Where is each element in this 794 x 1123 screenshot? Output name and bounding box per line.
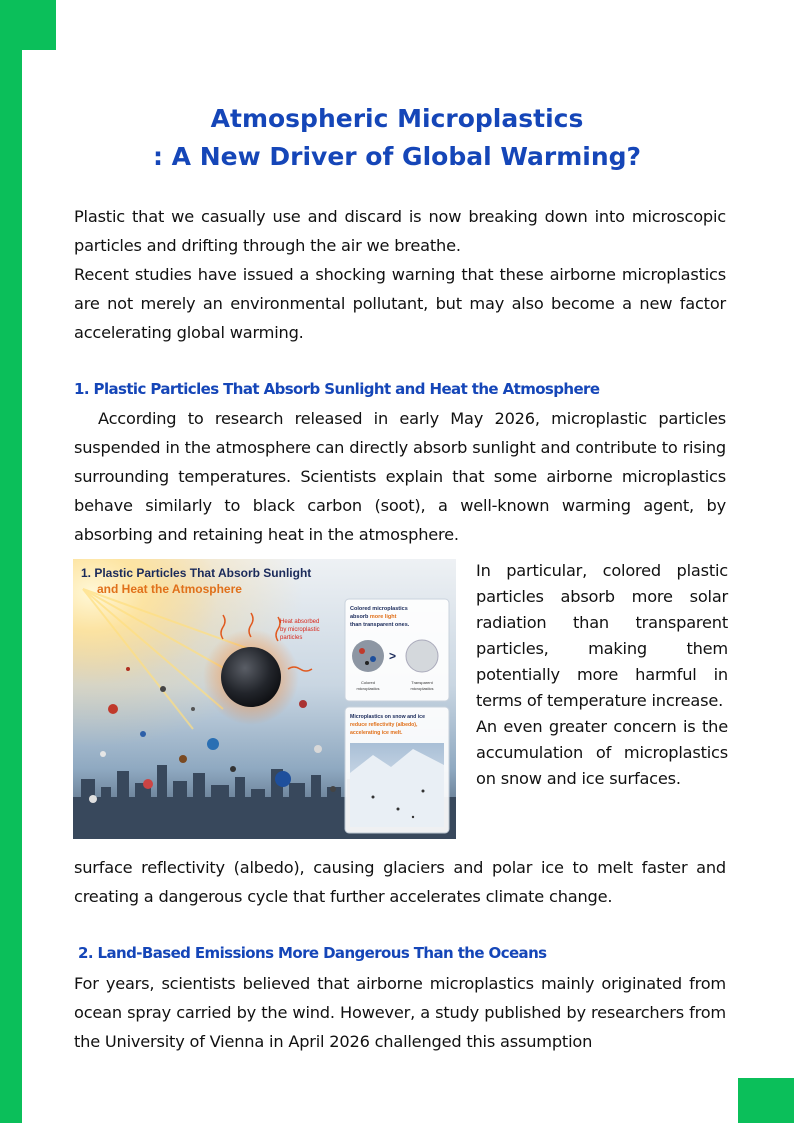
heat-label-1: Heat absorbed [280,619,320,625]
figure-illustration [73,559,456,839]
panel1-title-3: than transparent ones. [350,622,410,628]
section-1-heading: 1. Plastic Particles That Absorb Sunlight and Heat the Atmosphere [74,380,600,398]
side-paragraph-2: An even greater concern is the accumulation of microplastics on snow and ice surfaces. [476,717,728,788]
side-text-column [476,558,728,792]
section-1-paragraph-2: surface reflectivity (albedo), causing glaciers and polar ice to melt faster and creating a dangerous cycle that further accelerates climate change. [74,858,726,906]
panel2-title-2: reduce reflectivity (albedo), [350,722,418,728]
panel1-caption-left-1: Colored [360,680,376,685]
title-line-1: Atmospheric Microplastics [210,104,584,133]
intro-paragraph-1: Plastic that we casually use and discard is now breaking down into microscopic particles and drifting through the air we breathe. [74,207,726,255]
panel1-caption-right-2: microplastics [410,686,434,691]
transparent-particle-sample [406,640,438,672]
intro-paragraph-2: Recent studies have issued a shocking warning that these airborne microplastics are not merely an environmental pollutant, but may also become a new factor accelerating global warming. [74,265,726,342]
panel2-title-3: accelerating ice melt. [350,730,403,736]
figure-sunlight-absorption [73,559,456,839]
snow-ice-panel [345,707,449,833]
panel1-title-1: Colored microplastics [350,606,408,612]
panel1-title-2a: absorb [350,614,370,620]
heat-label-3: particles [280,635,303,641]
panel1-caption-left-2: microplastics [356,686,380,691]
title-line-2: : A New Driver of Global Warming? [152,142,642,171]
section-1-paragraph-1: According to research released in early May 2026, microplastic particles suspended in the atmosphere can directly absorb sunlight and contribute to rising surrounding temperatures. Scientists explain that some airborne microplastics behave similarly to black carbon (soot), a well-known warming agent, by absorbing and retaining heat in the atmosphere. [74,409,726,544]
top-accent-block [0,0,56,50]
figure-title-line-2: and Heat the Atmosphere [97,582,242,596]
panel2-title-1: Microplastics on snow and ice [350,714,425,720]
panel1-title-2b: more light [369,614,397,620]
bottom-accent-block [738,1078,794,1123]
heat-label-2: by microplastic [280,627,320,633]
svg-text:absorb more light [350,614,397,620]
section-2-paragraph-1: For years, scientists believed that airborne microplastics mainly originated from ocean spray carried by the wind. However, a study published by researchers from the University of Vienna in April 2026 challenged this assumption [74,974,726,1051]
colored-particle-sample [352,640,384,672]
side-paragraph-1: In particular, colored plastic particles absorb more solar radiation than transparent particles, making them potentially more harmful in terms of temperature increase. [476,561,728,710]
black-microplastic-particle [221,647,281,707]
left-accent-bar [0,0,22,1123]
panel1-caption-right-1: Transparent [411,680,433,685]
figure-title-line-1: 1. Plastic Particles That Absorb Sunlight [81,566,312,580]
page-title [22,100,772,176]
comparison-symbol: > [389,649,397,663]
section-2-heading: 2. Land-Based Emissions More Dangerous Than the Oceans [78,944,547,962]
comparison-panel [345,599,449,701]
